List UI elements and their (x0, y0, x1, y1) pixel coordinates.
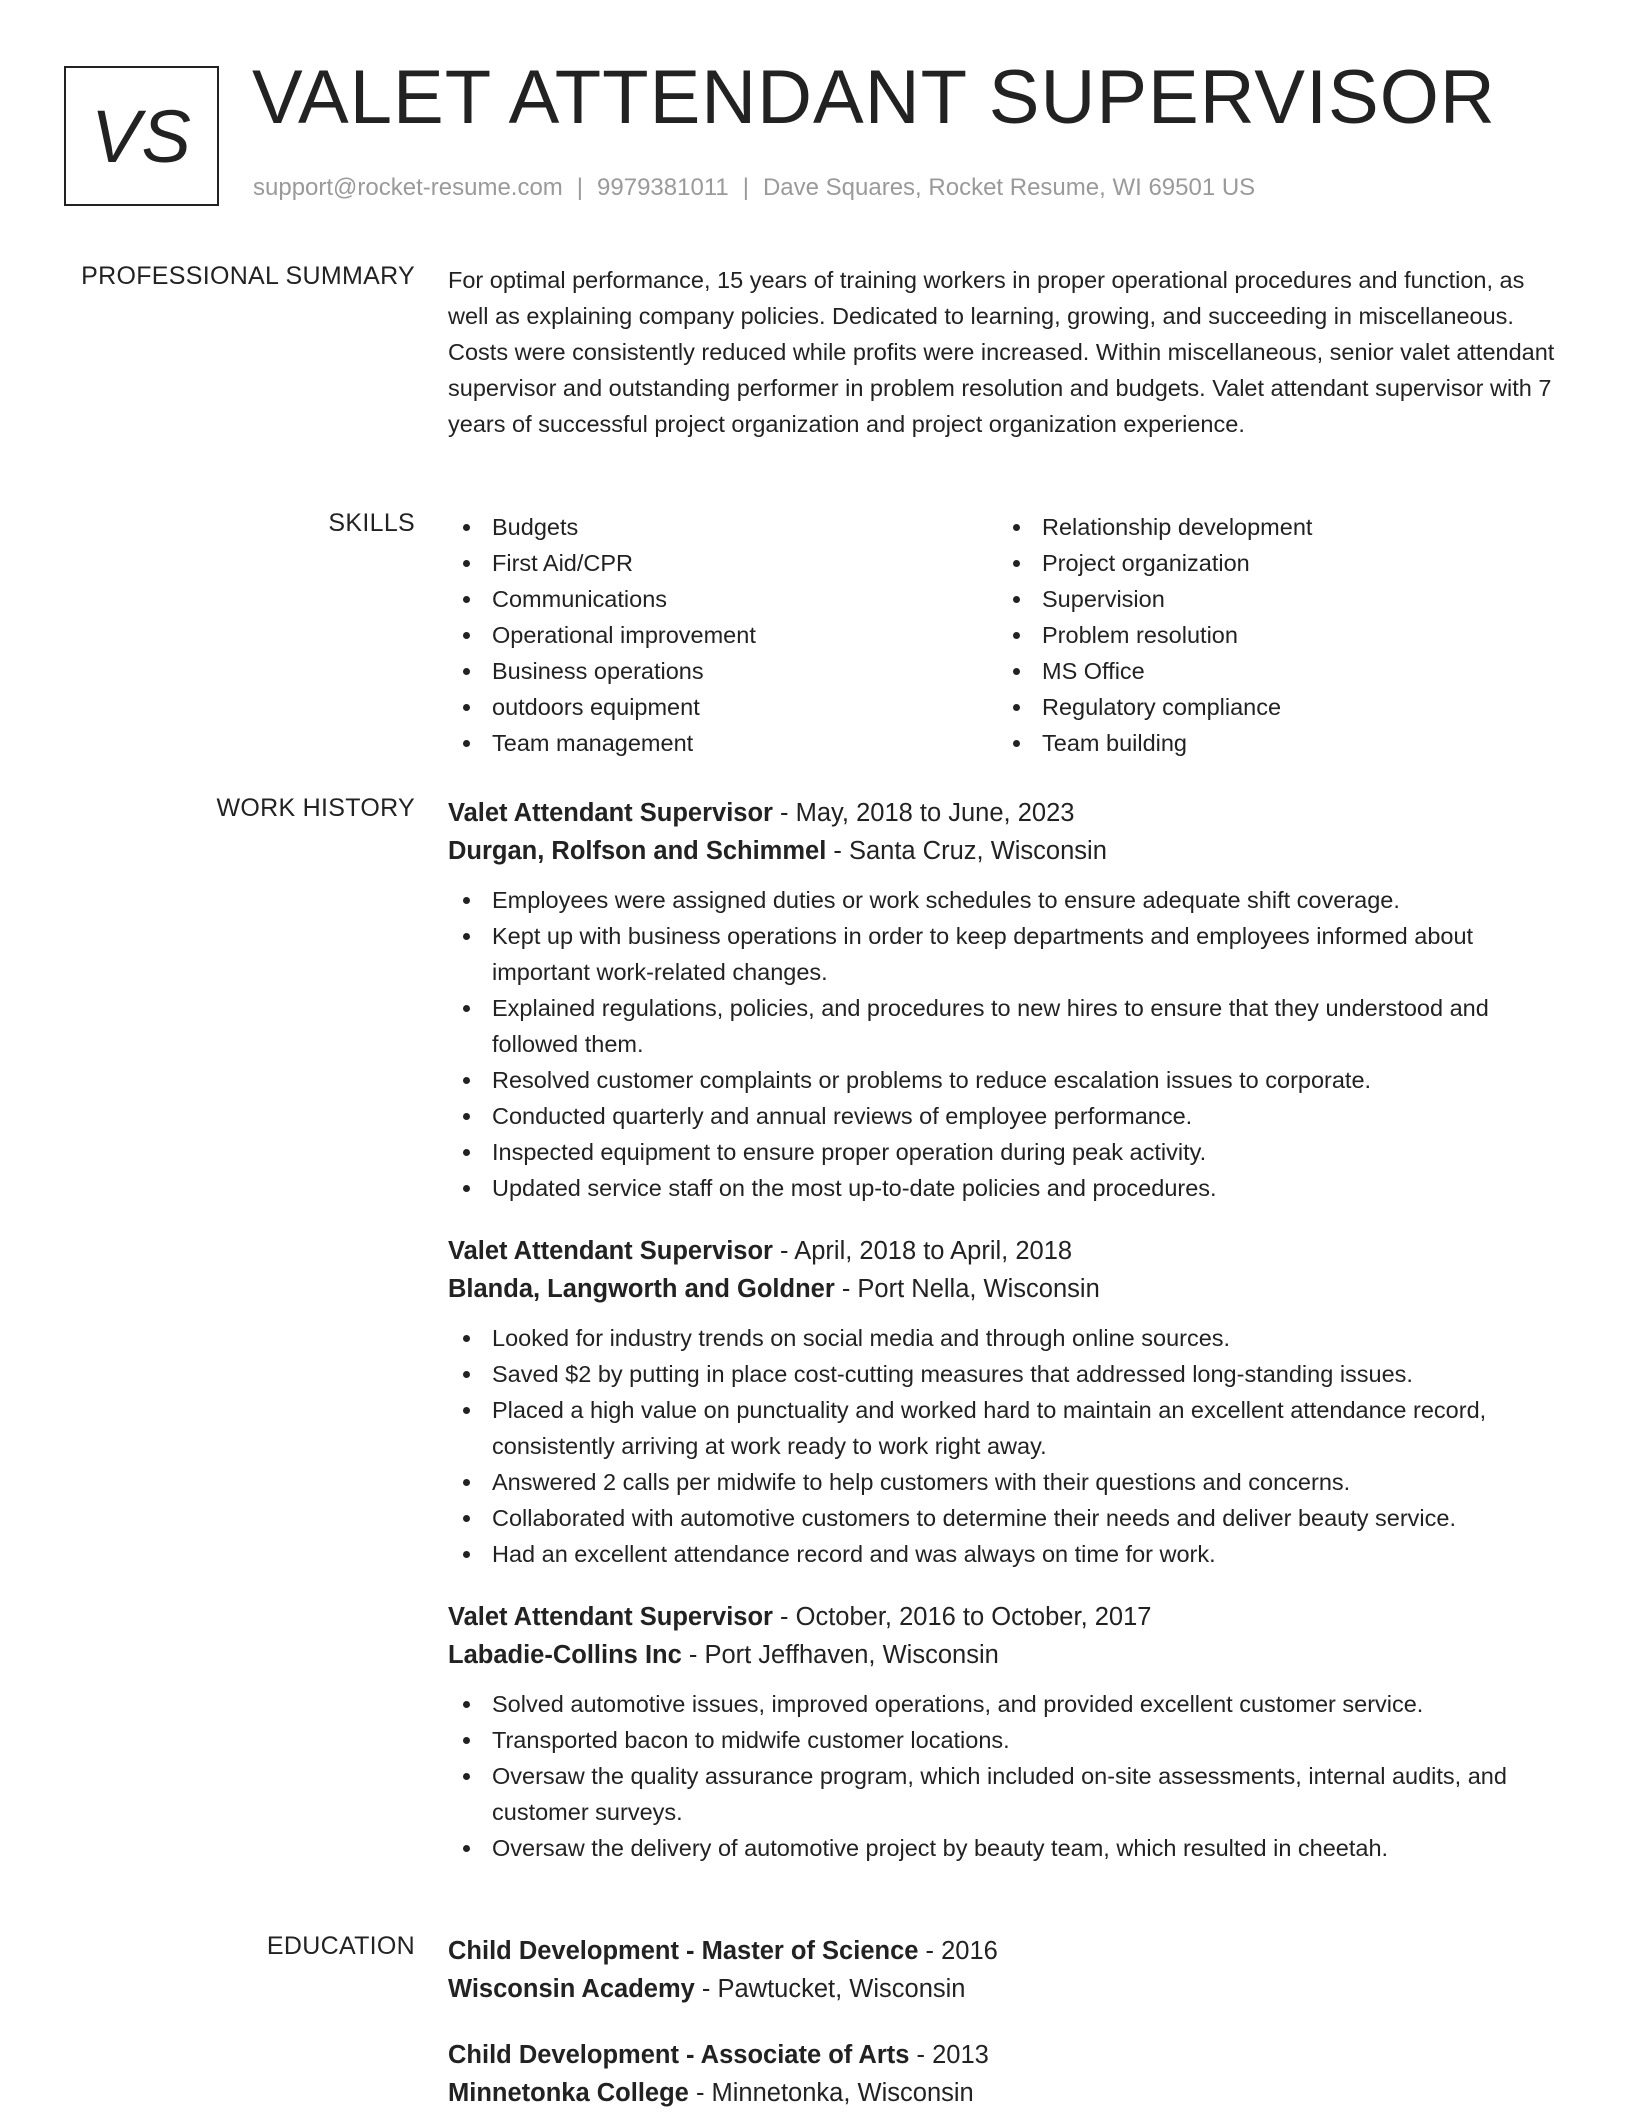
job-bullet: Updated service staff on the most up-to-date policies and procedures. (448, 1170, 1568, 1206)
education-entry (448, 1932, 1568, 2008)
job-bullet: Conducted quarterly and annual reviews of employee performance. (448, 1098, 1568, 1134)
contact-line (253, 174, 1255, 202)
job-title-line (448, 1232, 1568, 1270)
job-entry (448, 794, 1568, 1206)
education-location: - Minnetonka, Wisconsin (688, 2079, 974, 2107)
job-company-line (448, 832, 1568, 870)
education-degree: Child Development - Master of Science (448, 1937, 919, 1965)
job-bullets (448, 1686, 1568, 1866)
skill-item: Operational improvement (448, 617, 998, 653)
skill-item: Relationship development (998, 509, 1548, 545)
job-title-line (448, 794, 1568, 832)
summary-heading: PROFESSIONAL SUMMARY (81, 262, 415, 290)
job-company: Blanda, Langworth and Goldner (448, 1275, 835, 1303)
skill-item: Team building (998, 725, 1548, 761)
candidate-name: VALET ATTENDANT SUPERVISOR (252, 55, 1496, 140)
job-title: Valet Attendant Supervisor (448, 1603, 773, 1631)
job-bullet: Oversaw the delivery of automotive project by beauty team, which resulted in cheetah. (448, 1830, 1568, 1866)
job-bullet: Inspected equipment to ensure proper operation during peak activity. (448, 1134, 1568, 1170)
job-location: - Santa Cruz, Wisconsin (826, 837, 1107, 865)
education-school: Minnetonka College (448, 2079, 689, 2107)
education-year: - 2016 (918, 1937, 998, 1965)
job-entry (448, 1598, 1568, 1866)
job-bullet: Resolved customer complaints or problems to reduce escalation issues to corporate. (448, 1062, 1568, 1098)
skill-item: Regulatory compliance (998, 689, 1548, 725)
skills-list-left (448, 509, 998, 761)
job-bullet: Kept up with business operations in order to keep departments and employees informed about important work-related changes. (448, 918, 1568, 990)
education-heading: EDUCATION (266, 1932, 415, 1960)
job-bullet: Placed a high value on punctuality and worked hard to maintain an excellent attendance record, consistently arriving at work ready to work right away. (448, 1392, 1568, 1464)
job-company: Labadie-Collins Inc (448, 1641, 682, 1669)
summary-text: For optimal performance, 15 years of training workers in proper operational procedures and function, as well as explaining company policies. Dedicated to learning, growing, and succeeding in miscellaneous. Costs were consistently reduced while profits were increased. Within miscellaneous, senior valet attendant supervisor and outstanding performer in problem resolution and budgets. Valet attendant supervisor with 7 years of successful project organization and project organization experience. (448, 267, 1555, 437)
skill-item: Problem resolution (998, 617, 1548, 653)
job-bullet: Explained regulations, policies, and procedures to new hires to ensure that they understood and followed them. (448, 990, 1568, 1062)
education-location: - Pawtucket, Wisconsin (694, 1975, 966, 2003)
skill-item: Communications (448, 581, 998, 617)
skill-item: Budgets (448, 509, 998, 545)
job-bullet: Saved $2 by putting in place cost-cutting measures that addressed long-standing issues. (448, 1356, 1568, 1392)
job-bullet: Had an excellent attendance record and was always on time for work. (448, 1536, 1568, 1572)
skills-list-right (998, 509, 1548, 761)
education-degree-line (448, 1932, 1568, 1970)
contact-separator: | (742, 174, 749, 201)
job-dates: - October, 2016 to October, 2017 (772, 1603, 1152, 1631)
skill-item: MS Office (998, 653, 1548, 689)
skill-item: Team management (448, 725, 998, 761)
job-entry (448, 1232, 1568, 1572)
education-degree: Child Development - Associate of Arts (448, 2041, 910, 2069)
job-bullet: Solved automotive issues, improved operations, and provided excellent customer service. (448, 1686, 1568, 1722)
job-title: Valet Attendant Supervisor (448, 1237, 773, 1265)
job-dates: - April, 2018 to April, 2018 (772, 1237, 1073, 1265)
education-degree-line (448, 2036, 1568, 2074)
contact-email[interactable]: support@rocket-resume.com (253, 174, 563, 201)
monogram-initials: VS (91, 94, 192, 178)
monogram-box (64, 66, 219, 206)
education-year: - 2013 (909, 2041, 989, 2069)
job-bullet: Transported bacon to midwife customer locations. (448, 1722, 1568, 1758)
job-title-line (448, 1598, 1568, 1636)
contact-address: Dave Squares, Rocket Resume, WI 69501 US (762, 174, 1256, 201)
skill-item: Project organization (998, 545, 1548, 581)
job-bullets (448, 1320, 1568, 1572)
job-bullet: Answered 2 calls per midwife to help customers with their questions and concerns. (448, 1464, 1568, 1500)
job-title: Valet Attendant Supervisor (448, 799, 773, 827)
education-school-line (448, 2074, 1568, 2112)
skill-item: Supervision (998, 581, 1548, 617)
job-company: Durgan, Rolfson and Schimmel (448, 837, 827, 865)
job-location: - Port Nella, Wisconsin (834, 1275, 1100, 1303)
education-school: Wisconsin Academy (448, 1975, 695, 2003)
education-entry (448, 2036, 1568, 2112)
contact-separator: | (576, 174, 584, 201)
skill-item: First Aid/CPR (448, 545, 998, 581)
skill-item: outdoors equipment (448, 689, 998, 725)
job-bullets (448, 882, 1568, 1206)
skills-heading: SKILLS (328, 509, 415, 537)
work-history-heading: WORK HISTORY (216, 794, 415, 822)
job-company-line (448, 1270, 1568, 1308)
education-school-line (448, 1970, 1568, 2008)
job-company-line (448, 1636, 1568, 1674)
job-location: - Port Jeffhaven, Wisconsin (681, 1641, 999, 1669)
job-bullet: Looked for industry trends on social media and through online sources. (448, 1320, 1568, 1356)
job-bullet: Employees were assigned duties or work schedules to ensure adequate shift coverage. (448, 882, 1568, 918)
contact-phone[interactable]: 9979381011 (597, 174, 729, 201)
job-dates: - May, 2018 to June, 2023 (772, 799, 1075, 827)
job-bullet: Oversaw the quality assurance program, which included on-site assessments, internal audits, and customer surveys. (448, 1758, 1568, 1830)
job-bullet: Collaborated with automotive customers to determine their needs and deliver beauty service. (448, 1500, 1568, 1536)
skill-item: Business operations (448, 653, 998, 689)
